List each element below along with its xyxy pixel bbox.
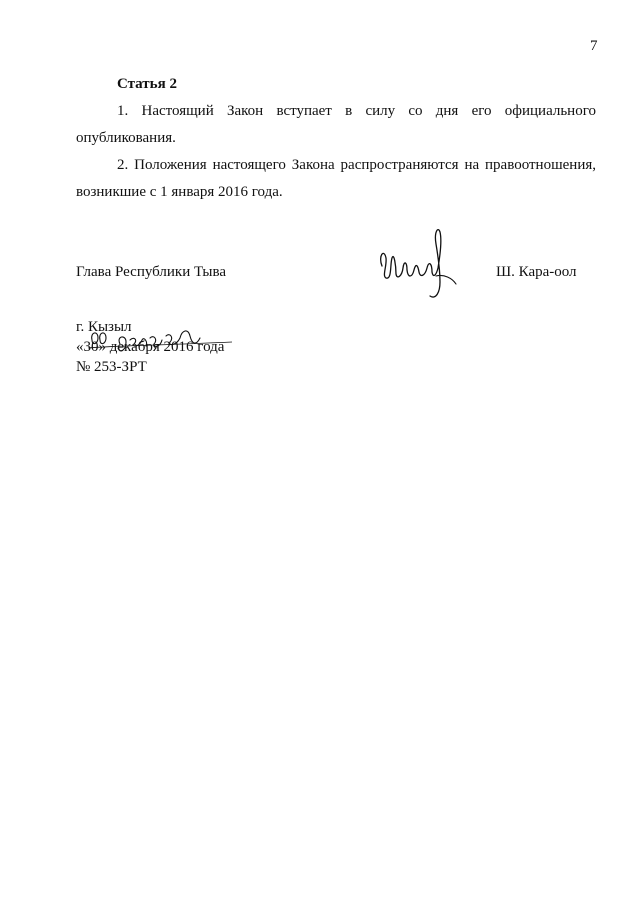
paragraph-1-first-line: 1. Настоящий Закон вступает в силу со дня его официального: [117, 103, 596, 119]
article-paragraph-2: [76, 152, 596, 206]
paragraph-1-continuation: опубликования.: [76, 130, 176, 146]
article-paragraph-1: [76, 98, 596, 152]
handwritten-signature: [370, 226, 462, 306]
paragraph-2-first-line: 2. Положения настоящего Закона распространяются на правоотношения,: [117, 157, 596, 173]
signing-place: г. Кызыл: [76, 319, 132, 335]
paragraph-2-continuation: возникшие с 1 января 2016 года.: [76, 184, 283, 200]
article-title: Статья 2: [117, 76, 177, 92]
signing-date: «30» декабря 2016 года: [76, 339, 225, 355]
page-number: 7: [590, 38, 598, 54]
handwritten-date-overlay: [84, 326, 234, 358]
law-number: № 253-ЗРТ: [76, 359, 147, 375]
signatory-title: Глава Республики Тыва: [76, 264, 227, 280]
signatory-name: Ш. Кара-оол: [496, 264, 577, 280]
